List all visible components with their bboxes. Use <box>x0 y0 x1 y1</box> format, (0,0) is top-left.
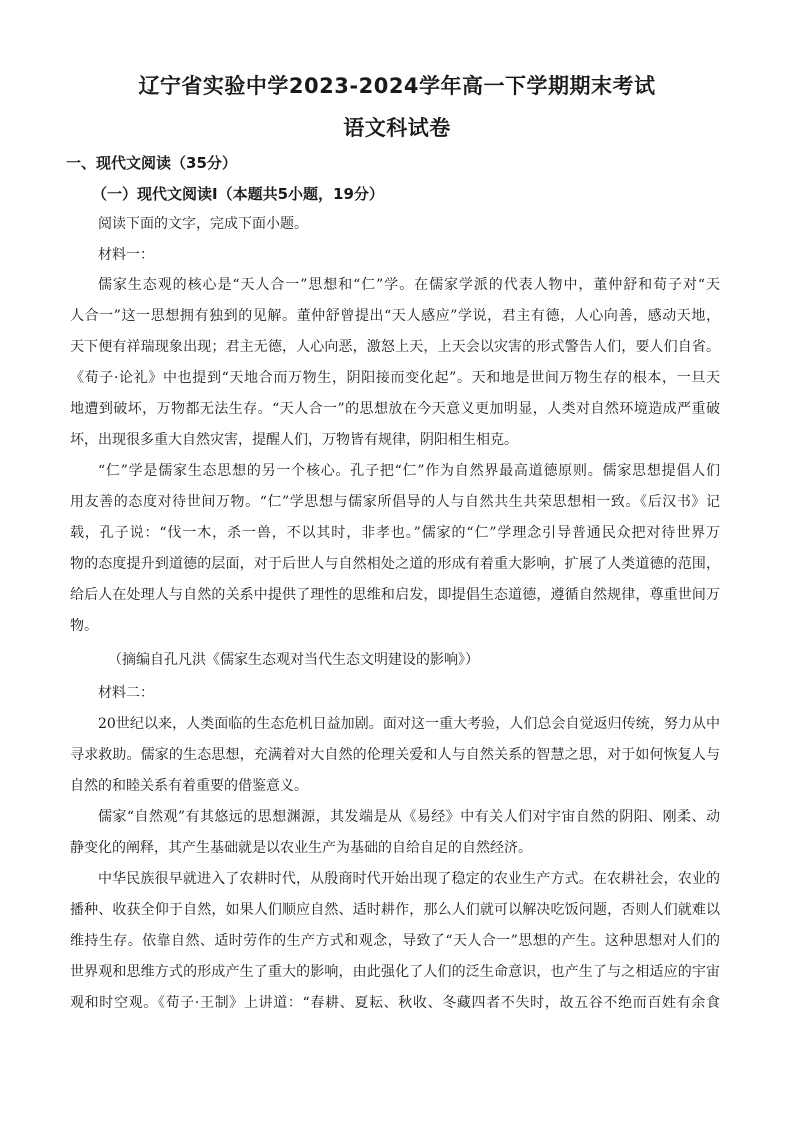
material-one-line: 儒家生态观的核心是“天人合一”思想和“仁”学。在儒家学派的代表人物中，董仲舒和荀子对“天 <box>98 277 720 293</box>
material-one-line: 给后人在处理人与自然的关系中提供了理性的思维和启发，即提倡生态道德，遵循自然规律，尊重世间万 <box>70 587 720 603</box>
material-one-line: 《荀子·论礼》中也提到“天地合而万物生，阴阳接而变化起”。天和地是世间万物生存的根本，一旦天 <box>70 370 720 386</box>
material-one-line: 人合一”这一思想拥有独到的见解。董仲舒曾提出“天人感应”学说，君主有德，人心向善，感动天地， <box>70 308 720 324</box>
exam-subtitle: 语文科试卷 <box>343 116 451 140</box>
material-two-line: 观和时空观。《荀子·王制》上讲道：“春耕、夏耘、秋收、冬藏四者不失时，故五谷不绝而百姓有余食 <box>70 995 720 1011</box>
material-two-line: 20世纪以来，人类面临的生态危机日益加剧。面对这一重大考验，人们总会自觉返归传统，努力从中 <box>98 716 720 732</box>
material-two-line: 中华民族很早就进入了农耕时代，从殷商时代开始出现了稳定的农业生产方式。在农耕社会，农业的 <box>98 871 720 887</box>
material-one-line: 坏，出现很多重大自然灾害，提醒人们，万物皆有规律，阴阳相生相克。 <box>70 432 518 448</box>
exam-title: 辽宁省实验中学2023-2024学年高一下学期期末考试 <box>138 74 656 98</box>
material-one-line: 物的态度提升到道德的层面，对于后世人与自然相处之道的形成有着重大影响，扩展了人类道德的范围， <box>70 556 720 572</box>
material-two-line: 播种、收获全仰于自然，如果人们顺应自然、适时耕作，那么人们就可以解决吃饭问题，否则人们就难以 <box>70 902 720 918</box>
material-two-line: 维持生存。依靠自然、适时劳作的生产方式和观念，导致了“天人合一”思想的产生。这种思想对人们的 <box>70 933 720 949</box>
material-two-line: 自然的和睦关系有着重要的借鉴意义。 <box>70 778 308 794</box>
material-one-line: 用友善的态度对待世间万物。“仁”学思想与儒家所倡导的人与自然共生共荣思想相一致。《后汉书》记 <box>70 494 720 510</box>
section-heading: 一、现代文阅读（35分） <box>66 154 237 172</box>
material-two-line: 静变化的阐释，其产生基础就是以农业生产为基础的自给自足的自然经济。 <box>70 840 532 856</box>
material-one-line: “仁”学是儒家生态思想的另一个核心。孔子把“仁”作为自然界最高道德原则。儒家思想提倡人们 <box>98 463 720 479</box>
instruction-text: 阅读下面的文字，完成下面小题。 <box>98 216 308 232</box>
material-one-line: 载，孔子说：“伐一木，杀一兽，不以其时，非孝也。”儒家的“仁”学理念引导普通民众把对待世界万 <box>70 525 720 541</box>
material-one-source: （摘编自孔凡洪《儒家生态观对当代生态文明建设的影响》） <box>108 652 479 668</box>
material-one-line: 天下便有祥瑞现象出现；君主无德，人心向恶，激怒上天，上天会以灾害的形式警告人们，要人们自省。 <box>70 339 720 355</box>
material-two-line: 儒家“自然观”有其悠远的思想渊源，其发端是从《易经》中有关人们对宇宙自然的阴阳、刚柔、动 <box>98 809 720 825</box>
material-two-label: 材料二： <box>98 685 154 701</box>
material-one-line: 地遭到破坏，万物都无法生存。“天人合一”的思想放在今天意义更加明显，人类对自然环境造成严重破 <box>70 401 720 417</box>
material-two-line: 寻求救助。儒家的生态思想，充满着对大自然的伦理关爱和人与自然关系的智慧之思，对于如何恢复人与 <box>70 747 720 763</box>
subsection-heading: （一）现代文阅读Ⅰ（本题共5小题，19分） <box>92 185 384 203</box>
material-two-line: 世界观和思维方式的形成产生了重大的影响，由此强化了人们的泛生命意识，也产生了与之相适应的宇宙 <box>70 964 720 980</box>
material-one-line: 物。 <box>70 618 98 634</box>
material-one-label: 材料一： <box>98 247 154 263</box>
